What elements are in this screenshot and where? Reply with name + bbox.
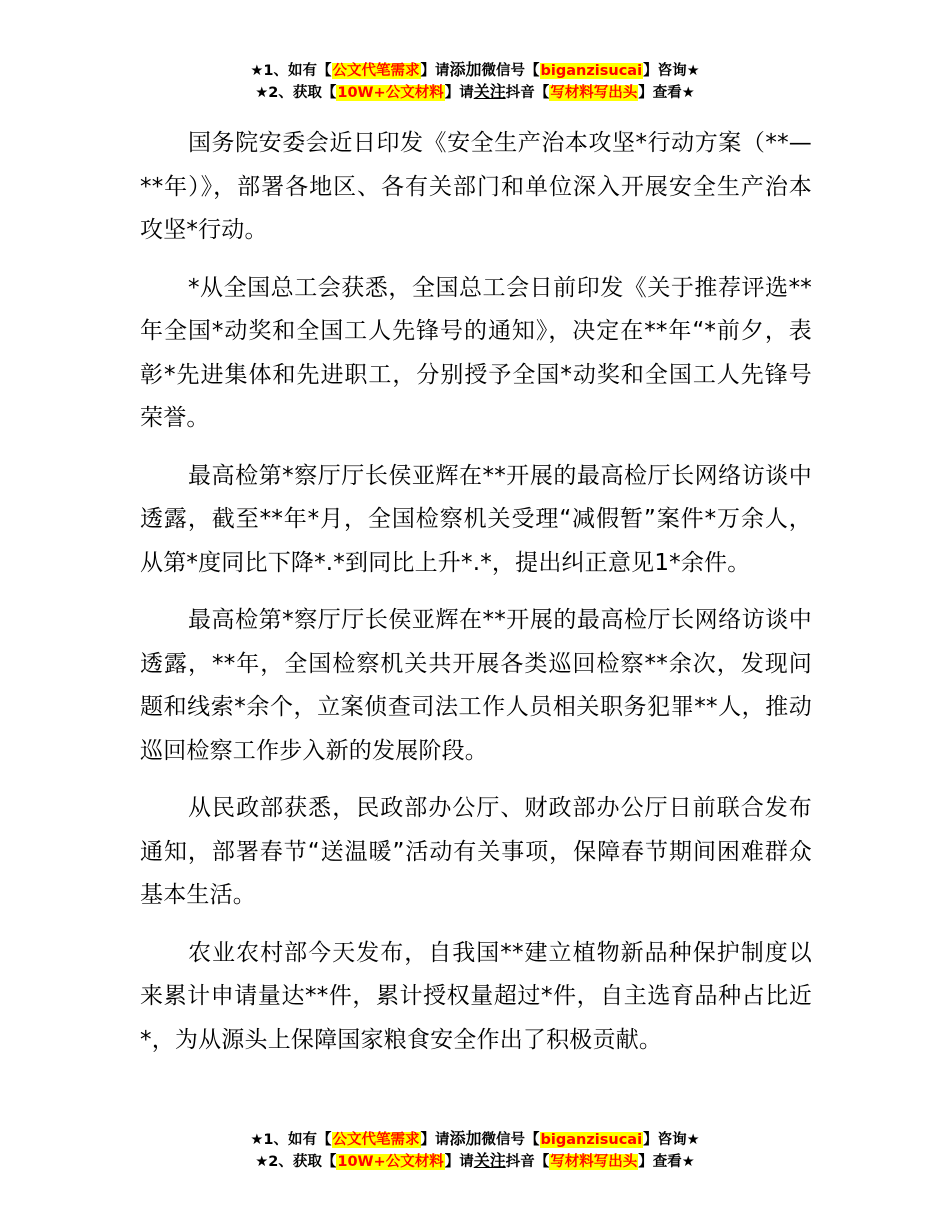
banner-text: 抖音【 bbox=[505, 85, 550, 101]
highlight-materials: 10W+公文材料 bbox=[337, 85, 444, 101]
highlight-ghostwriting: 公文代笔需求 bbox=[332, 63, 420, 79]
banner-text: 】请 bbox=[420, 1132, 450, 1148]
banner-text: 微信号【 bbox=[481, 63, 540, 79]
banner-text: 微信号【 bbox=[481, 1132, 540, 1148]
highlight-ghostwriting: 公文代笔需求 bbox=[332, 1132, 420, 1148]
footer-banner bbox=[0, 1128, 950, 1172]
paragraph: 最高检第*察厅厅长侯亚辉在**开展的最高检厅长网络访谈中透露，截至**年*月，全国检察机关受理“减假暂”案件*万余人，从第*度同比下降*.*到同比上升*.*，提出纠正意见1*余件。 bbox=[140, 462, 812, 576]
banner-line-1 bbox=[0, 1128, 950, 1150]
banner-emphasis: 添加 bbox=[449, 60, 482, 79]
banner-text: 】查看★ bbox=[638, 85, 695, 101]
banner-line-1 bbox=[0, 59, 950, 81]
highlight-materials: 10W+公文材料 bbox=[337, 1154, 444, 1170]
banner-text: 抖音【 bbox=[505, 1154, 550, 1170]
paragraph: 农业农村部今天发布，自我国**建立植物新品种保护制度以来累计申请量达**件，累计授权量超过*件，自主选育品种占比近*，为从源头上保障国家粮食安全作出了积极贡献。 bbox=[140, 939, 812, 1053]
highlight-wechat-id: biganzisucai bbox=[540, 1132, 643, 1148]
highlight-douyin-account: 写材料写出头 bbox=[550, 1154, 638, 1170]
banner-text: 】咨询★ bbox=[643, 1132, 700, 1148]
banner-text: 】请 bbox=[444, 1154, 474, 1170]
banner-line-2 bbox=[0, 81, 950, 103]
banner-text: 】请 bbox=[444, 85, 474, 101]
paragraph: *从全国总工会获悉，全国总工会日前印发《关于推荐评选**年全国*动奖和全国工人先锋号的通知》，决定在**年“*前夕，表彰*先进集体和先进职工，分别授予全国*动奖和全国工人先锋号荣誉。 bbox=[140, 274, 812, 431]
paragraph: 国务院安委会近日印发《安全生产治本攻坚*行动方案（**—**年）》，部署各地区、各有关部门和单位深入开展安全生产治本攻坚*行动。 bbox=[140, 130, 812, 243]
banner-emphasis: 关注 bbox=[473, 1151, 506, 1170]
document-body bbox=[140, 122, 812, 1076]
paragraph: 最高检第*察厅厅长侯亚辉在**开展的最高检厅长网络访谈中透露，**年，全国检察机关共开展各类巡回检察**余次，发现问题和线索*余个，立案侦查司法工作人员相关职务犯罪**人，推动巡回检察工作步入新的发展阶段。 bbox=[140, 607, 812, 764]
banner-emphasis: 添加 bbox=[449, 1129, 482, 1148]
highlight-wechat-id: biganzisucai bbox=[540, 63, 643, 79]
banner-text: ★1、如有 bbox=[250, 63, 317, 79]
highlight-douyin-account: 写材料写出头 bbox=[550, 85, 638, 101]
banner-line-2 bbox=[0, 1150, 950, 1172]
banner-text: 】查看★ bbox=[638, 1154, 695, 1170]
banner-text: ★2、获取【 bbox=[255, 85, 337, 101]
paragraph: 从民政部获悉，民政部办公厅、财政部办公厅日前联合发布通知，部署春节“送温暖”活动有关事项，保障春节期间困难群众基本生活。 bbox=[140, 795, 812, 908]
banner-text: 【 bbox=[317, 63, 332, 79]
banner-text: 【 bbox=[317, 1132, 332, 1148]
header-banner bbox=[0, 59, 950, 103]
banner-text: ★1、如有 bbox=[250, 1132, 317, 1148]
banner-text: ★2、获取【 bbox=[255, 1154, 337, 1170]
banner-text: 】咨询★ bbox=[643, 63, 700, 79]
banner-emphasis: 关注 bbox=[473, 82, 506, 101]
banner-text: 】请 bbox=[420, 63, 450, 79]
